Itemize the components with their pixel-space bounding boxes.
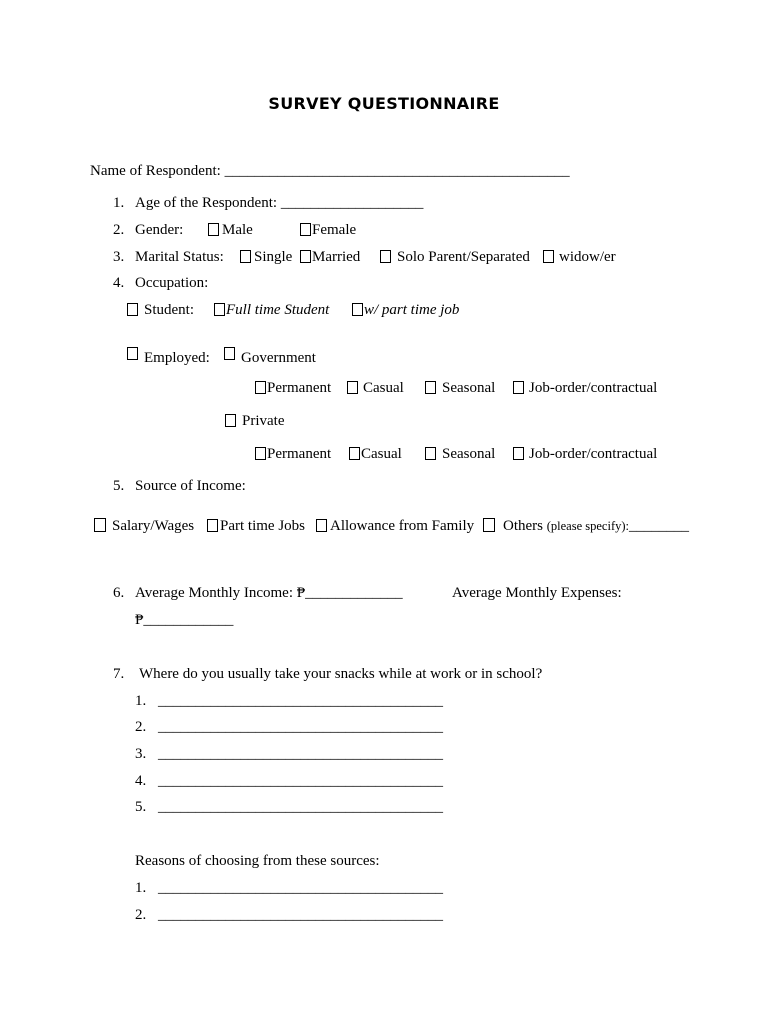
q5-label: Source of Income: bbox=[135, 478, 246, 494]
option-label: Others bbox=[503, 518, 543, 534]
checkbox[interactable] bbox=[300, 223, 311, 236]
respondent-name-row bbox=[90, 162, 570, 180]
q3-label: Marital Status: bbox=[135, 249, 224, 265]
gender-option-male[interactable] bbox=[208, 221, 253, 239]
q4-label: Occupation: bbox=[135, 275, 209, 291]
option-label: Full time Student bbox=[226, 302, 330, 318]
checkbox[interactable] bbox=[127, 347, 138, 360]
checkbox[interactable] bbox=[347, 381, 358, 394]
age-field[interactable]: ___________________ bbox=[280, 195, 424, 211]
line-number: 2. bbox=[135, 719, 147, 735]
option-label: Solo Parent/Separated bbox=[397, 249, 530, 265]
income-row bbox=[135, 584, 403, 602]
employed-option-government[interactable] bbox=[224, 347, 316, 367]
snack-source-field[interactable]: ______________________________________ bbox=[158, 719, 443, 735]
snack-source-3 bbox=[135, 745, 443, 763]
marital-option-single[interactable] bbox=[240, 248, 292, 266]
student-option-part-time-job[interactable] bbox=[352, 301, 459, 319]
snack-source-5 bbox=[135, 798, 443, 816]
line-number: 1. bbox=[135, 880, 147, 896]
checkbox[interactable] bbox=[208, 223, 219, 236]
reason-2 bbox=[135, 906, 443, 924]
snack-source-field[interactable]: ______________________________________ bbox=[158, 693, 443, 709]
gov-type-casual[interactable] bbox=[347, 379, 404, 397]
option-label: Seasonal bbox=[442, 446, 496, 462]
option-label: Casual bbox=[361, 446, 402, 462]
employed-option-private[interactable] bbox=[225, 412, 285, 430]
private-type-permanent[interactable] bbox=[255, 445, 331, 463]
line-number: 1. bbox=[135, 693, 147, 709]
others-field[interactable]: ________ bbox=[629, 518, 690, 534]
reasons-label: Reasons of choosing from these sources: bbox=[135, 853, 380, 869]
income-option-allowance[interactable] bbox=[316, 517, 474, 535]
q2-number: 2. bbox=[113, 222, 125, 238]
marital-option-solo-parent[interactable] bbox=[380, 248, 530, 266]
snack-source-2 bbox=[135, 718, 443, 736]
reason-field[interactable]: ______________________________________ bbox=[158, 880, 443, 896]
q4-number: 4. bbox=[113, 275, 125, 291]
student-option-full-time[interactable] bbox=[214, 301, 329, 319]
private-type-job-order[interactable] bbox=[513, 445, 657, 463]
expenses-field[interactable]: ₱____________ bbox=[135, 612, 234, 628]
option-label: Allowance from Family bbox=[330, 518, 475, 534]
q1-row bbox=[135, 194, 423, 212]
employed-label: Employed: bbox=[144, 350, 210, 366]
respondent-name-label: Name of Respondent: bbox=[90, 163, 221, 179]
option-label: Seasonal bbox=[442, 380, 496, 396]
checkbox[interactable] bbox=[425, 381, 436, 394]
option-label: Government bbox=[241, 350, 316, 366]
respondent-name-field[interactable]: ______________________________________________ bbox=[224, 163, 570, 179]
q1-number: 1. bbox=[113, 195, 125, 211]
checkbox[interactable] bbox=[207, 519, 218, 532]
option-label: Single bbox=[254, 249, 293, 265]
q6-number: 6. bbox=[113, 585, 125, 601]
income-option-others[interactable] bbox=[483, 517, 689, 535]
marital-option-widow[interactable] bbox=[543, 248, 616, 266]
snack-source-field[interactable]: ______________________________________ bbox=[158, 799, 443, 815]
checkbox[interactable] bbox=[483, 518, 495, 532]
option-label: Casual bbox=[363, 380, 404, 396]
reason-1 bbox=[135, 879, 443, 897]
gov-type-seasonal[interactable] bbox=[425, 379, 495, 397]
checkbox[interactable] bbox=[300, 250, 311, 263]
option-label: Job-order/contractual bbox=[529, 446, 658, 462]
option-label: Private bbox=[242, 413, 285, 429]
option-label: Salary/Wages bbox=[112, 518, 195, 534]
checkbox[interactable] bbox=[255, 381, 266, 394]
checkbox[interactable] bbox=[224, 347, 235, 360]
option-label: Part time Jobs bbox=[220, 518, 305, 534]
option-label: Job-order/contractual bbox=[529, 380, 658, 396]
checkbox[interactable] bbox=[127, 303, 138, 316]
q7-label: Where do you usually take your snacks while at work or in school? bbox=[139, 666, 543, 682]
checkbox[interactable] bbox=[349, 447, 360, 460]
line-number: 5. bbox=[135, 799, 147, 815]
marital-option-married[interactable] bbox=[300, 248, 360, 266]
q2-label: Gender: bbox=[135, 222, 184, 238]
occupation-employed[interactable] bbox=[127, 347, 210, 367]
option-label: widow/er bbox=[559, 249, 616, 265]
snack-source-1 bbox=[135, 692, 443, 710]
snack-source-field[interactable]: ______________________________________ bbox=[158, 746, 443, 762]
option-label: Permanent bbox=[267, 446, 332, 462]
option-label: w/ part time job bbox=[364, 302, 460, 318]
gov-type-job-order[interactable] bbox=[513, 379, 657, 397]
snack-source-field[interactable]: ______________________________________ bbox=[158, 773, 443, 789]
snack-source-4 bbox=[135, 772, 443, 790]
checkbox[interactable] bbox=[380, 250, 391, 263]
reason-field[interactable]: ______________________________________ bbox=[158, 907, 443, 923]
expenses-label: Average Monthly Expenses: bbox=[452, 585, 622, 601]
checkbox[interactable] bbox=[240, 250, 251, 263]
line-number: 3. bbox=[135, 746, 147, 762]
q1-label: Age of the Respondent: bbox=[135, 195, 278, 211]
checkbox[interactable] bbox=[255, 447, 266, 460]
q5-number: 5. bbox=[113, 478, 125, 494]
private-type-casual[interactable] bbox=[349, 445, 402, 463]
checkbox[interactable] bbox=[94, 518, 106, 532]
private-type-seasonal[interactable] bbox=[425, 445, 495, 463]
line-number: 2. bbox=[135, 907, 147, 923]
q3-number: 3. bbox=[113, 249, 125, 265]
option-label: Permanent bbox=[267, 380, 332, 396]
occupation-student[interactable] bbox=[127, 301, 194, 319]
income-option-part-time[interactable] bbox=[207, 517, 305, 535]
checkbox[interactable] bbox=[214, 303, 225, 316]
income-option-salary[interactable] bbox=[94, 517, 194, 535]
checkbox[interactable] bbox=[513, 381, 524, 394]
checkbox[interactable] bbox=[352, 303, 363, 316]
document-title: SURVEY QUESTIONNAIRE bbox=[268, 94, 500, 113]
option-label: Married bbox=[312, 249, 361, 265]
others-note: (please specify): bbox=[546, 519, 630, 533]
income-field[interactable]: _____________ bbox=[305, 585, 403, 601]
checkbox[interactable] bbox=[225, 414, 236, 427]
checkbox[interactable] bbox=[425, 447, 436, 460]
checkbox[interactable] bbox=[513, 447, 524, 460]
option-label: Female bbox=[312, 222, 357, 238]
option-label: Male bbox=[222, 222, 253, 238]
student-label: Student: bbox=[144, 302, 195, 318]
line-number: 4. bbox=[135, 773, 147, 789]
gender-option-female[interactable] bbox=[300, 221, 356, 239]
gov-type-permanent[interactable] bbox=[255, 379, 331, 397]
income-label: Average Monthly Income: ₱ bbox=[135, 585, 306, 601]
q7-number: 7. bbox=[113, 666, 125, 682]
checkbox[interactable] bbox=[543, 250, 554, 263]
checkbox[interactable] bbox=[316, 519, 327, 532]
